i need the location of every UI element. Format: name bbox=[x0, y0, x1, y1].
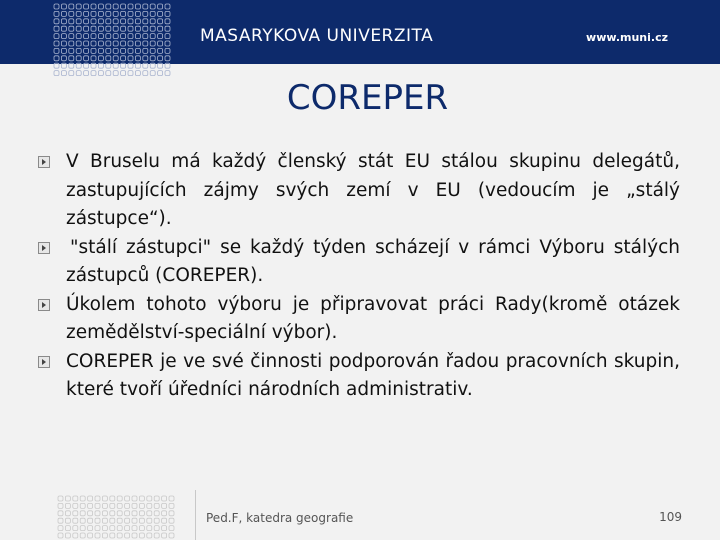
bullet-arrow-icon bbox=[38, 299, 50, 311]
bullet-list bbox=[36, 148, 680, 405]
slide-title: COREPER bbox=[286, 78, 449, 118]
university-website: www.muni.cz bbox=[586, 31, 668, 44]
bullet-text: V Bruselu má každý členský stát EU stálou skupinu delegátů, zastupujících zájmy svých zemí v EU (vedoucím je „stálý zástupce“). bbox=[66, 151, 680, 229]
bullet-item bbox=[36, 148, 680, 234]
bullet-arrow-icon bbox=[38, 156, 50, 168]
bullet-item bbox=[36, 234, 680, 291]
bullet-text: Úkolem tohoto výboru je připravovat práci Rady(kromě otázek zemědělství-speciální výbor). bbox=[66, 293, 680, 343]
bullet-text: "stálí zástupci" se každý týden scházejí v rámci Výboru stálých zástupců (COREPER). bbox=[66, 236, 680, 286]
bullet-item bbox=[36, 291, 680, 348]
bullet-text: COREPER je ve své činnosti podporován řadou pracovních skupin, které tvoří úředníci národních administrativ. bbox=[66, 350, 680, 400]
page-number: 109 bbox=[659, 510, 682, 524]
bullet-arrow-icon bbox=[38, 242, 50, 254]
footer-divider bbox=[195, 490, 196, 540]
footer-label: Ped.F, katedra geografie bbox=[206, 511, 354, 525]
footer-dot-pattern bbox=[52, 492, 212, 540]
logo-dot-pattern bbox=[0, 0, 175, 80]
university-name: MASARYKOVA UNIVERZITA bbox=[200, 26, 434, 46]
bullet-arrow-icon bbox=[38, 356, 50, 368]
bullet-item bbox=[36, 348, 680, 405]
